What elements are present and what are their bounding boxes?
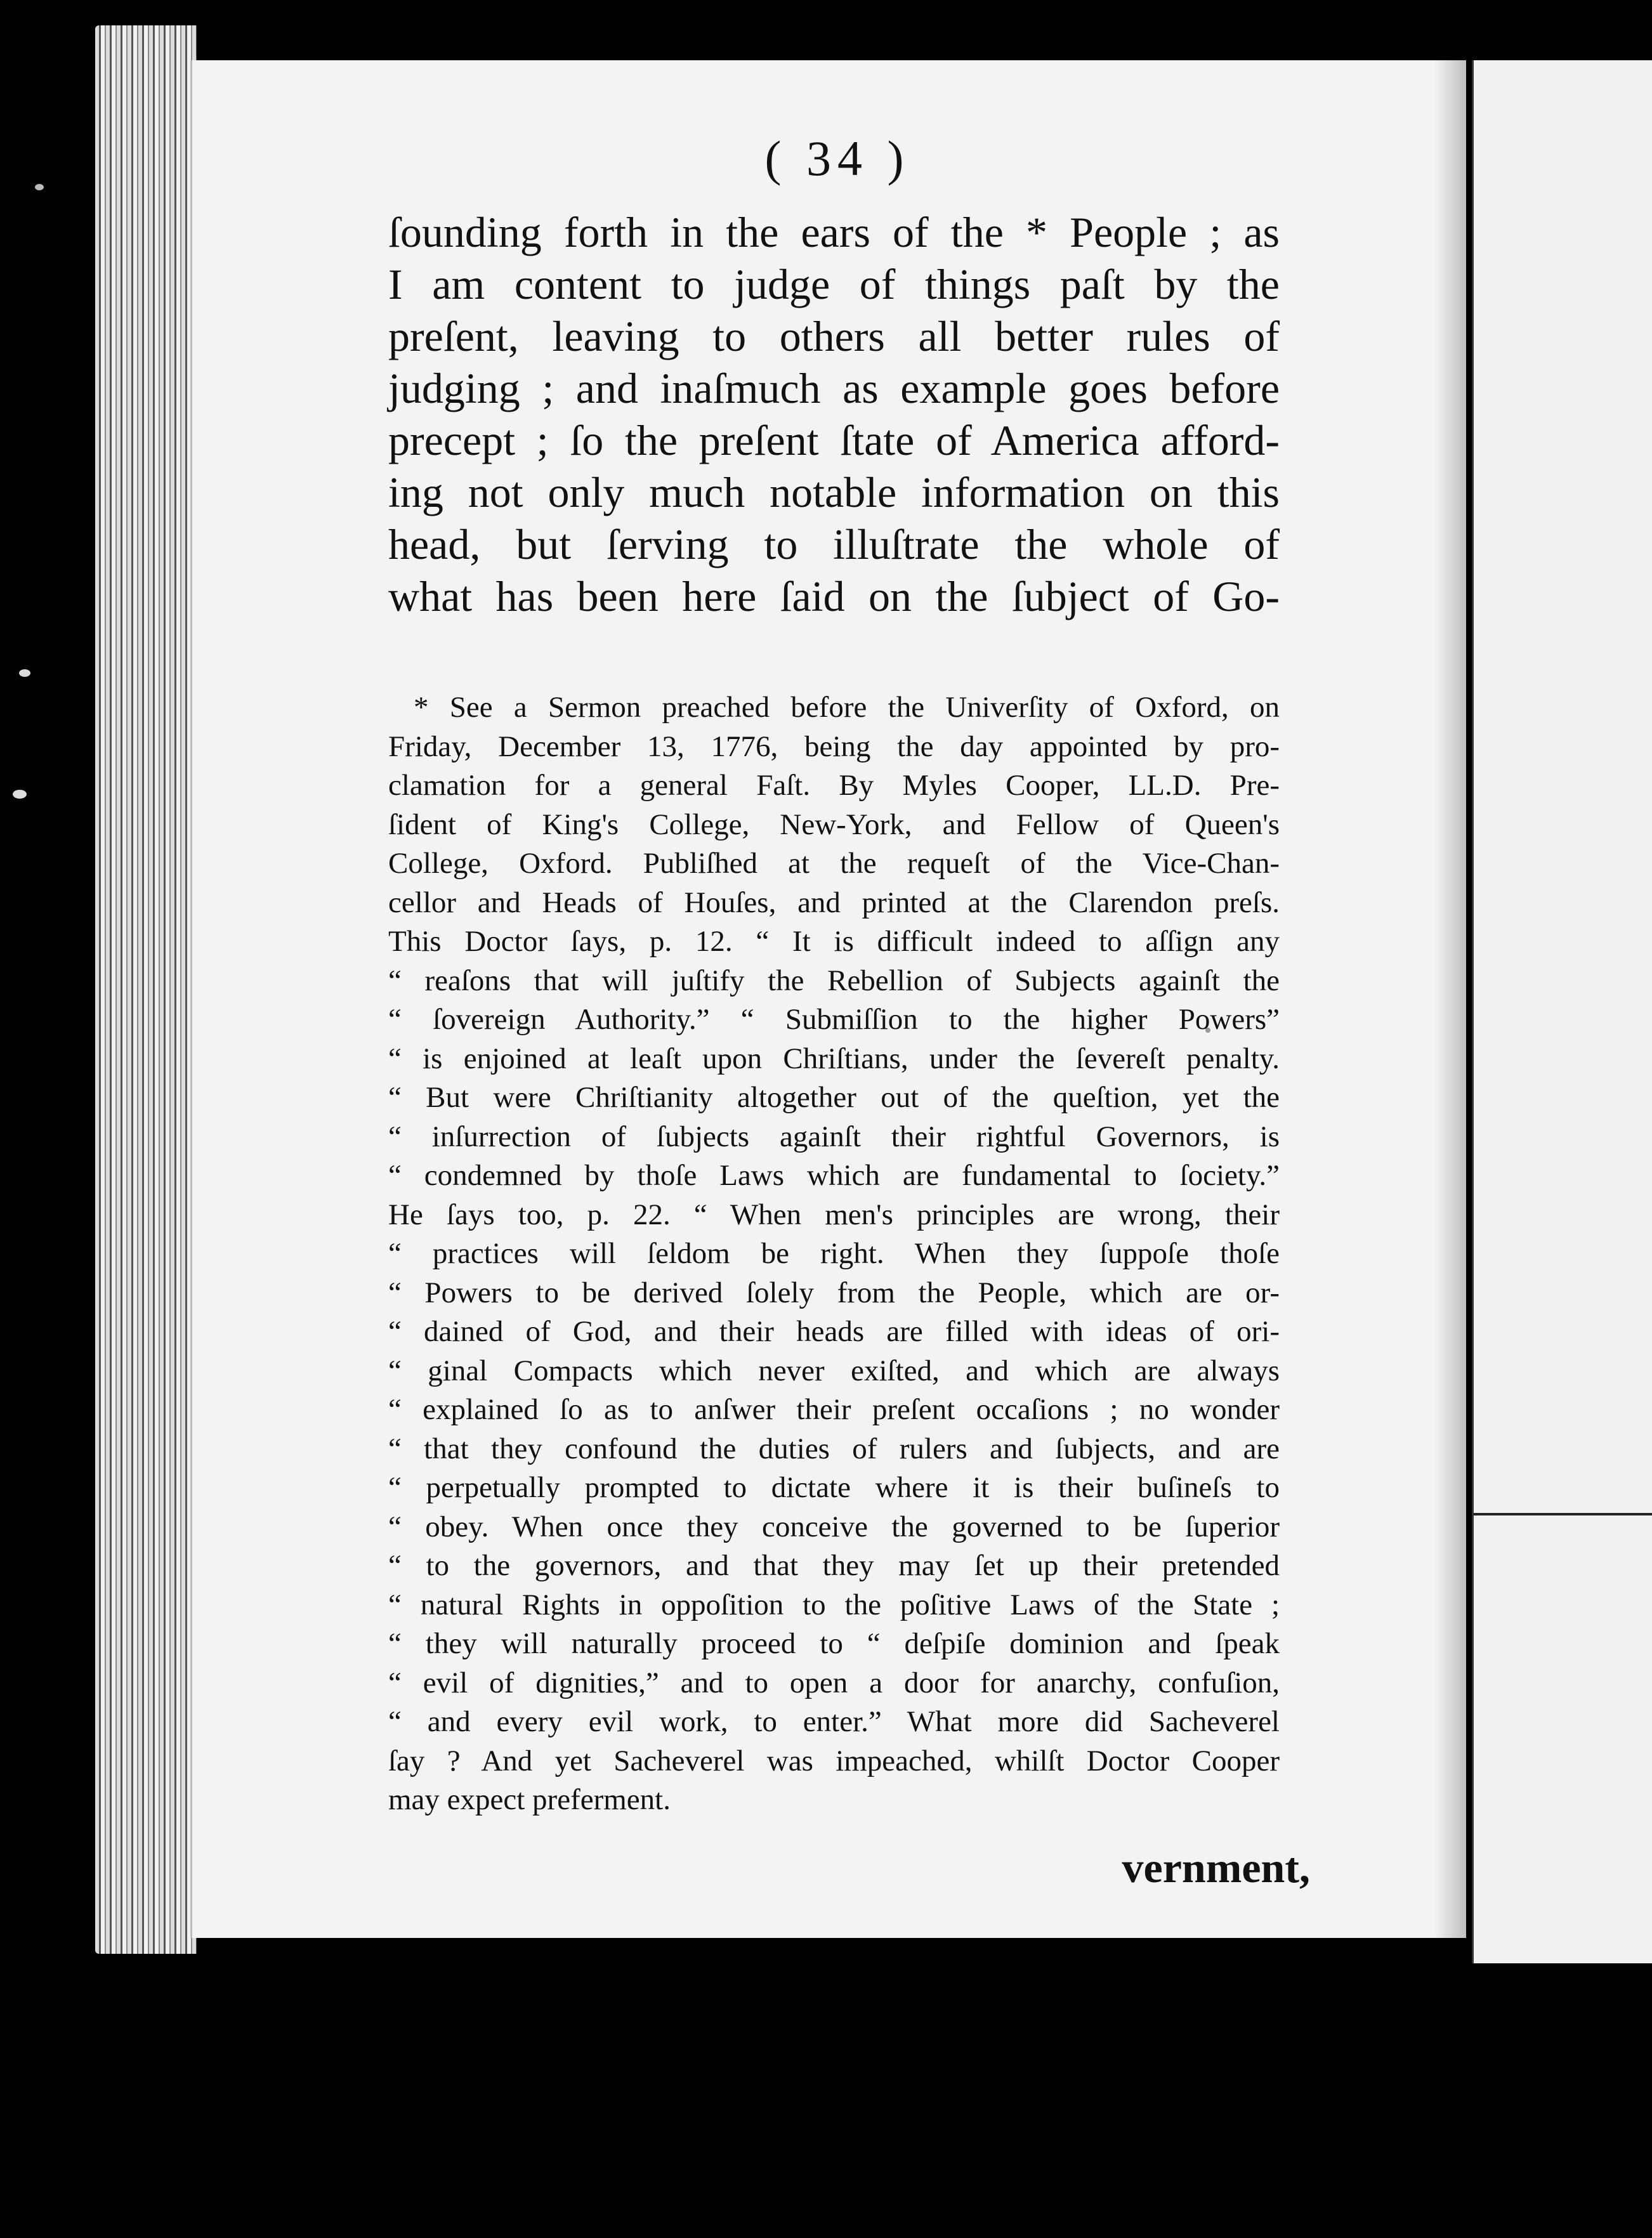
footnote-line: “ ſovereign Authority.” “ Submiſſion to the higher Powers” [388, 1003, 1280, 1036]
footnote-line: “ they will naturally proceed to “ deſpiſe dominion and ſpeak [388, 1627, 1280, 1660]
book-page-edges [95, 25, 197, 1954]
footnote-line: “ ginal Compacts which never exiſted, and which are always [388, 1354, 1280, 1387]
footnote-line: “ practices will ſeldom be right. When they ſuppoſe thoſe [388, 1237, 1280, 1270]
page-fold-shadow [1434, 60, 1472, 1938]
scan-speck [13, 790, 27, 799]
footnote-line: ſident of King's College, New-York, and Fellow of Queen's [388, 808, 1280, 841]
footnote-line: He ſays too, p. 22. “ When men's principles are wrong, their [388, 1198, 1280, 1231]
body-line: judging ; and inaſmuch as example goes before [388, 364, 1280, 412]
footnote-line: “ obey. When once they conceive the governed to be ſuperior [388, 1510, 1280, 1543]
body-text [388, 206, 1280, 622]
footnote-line: “ reaſons that will juſtify the Rebellion of Subjects againſt the [388, 964, 1280, 997]
footnote-line: “ explained ſo as to anſwer their preſent occaſions ; no wonder [388, 1393, 1280, 1426]
footnote-line: “ perpetually prompted to dictate where it is their buſineſs to [388, 1471, 1280, 1504]
scan-speck [19, 669, 30, 677]
body-line: ing not only much notable information on this [388, 468, 1280, 516]
footnote-line: “ natural Rights in oppoſition to the poſitive Laws of the State ; [388, 1588, 1280, 1621]
scan-speck [35, 184, 44, 190]
footnote-line: ſay ? And yet Sacheverel was impeached, whilſt Doctor Cooper [388, 1744, 1280, 1777]
footnote-line: * See a Sermon preached before the Univerſity of Oxford, on [414, 691, 1280, 724]
body-line: ſounding forth in the ears of the * People ; as [388, 208, 1280, 256]
footnote-line: clamation for a general Faſt. By Myles Cooper, LL.D. Pre- [388, 769, 1280, 802]
footnote-line: “ is enjoined at leaſt upon Chriſtians, under the ſevereſt penalty. [388, 1042, 1280, 1075]
facing-page-edge [1472, 60, 1652, 1963]
footnote-line: This Doctor ſays, p. 12. “ It is difficult indeed to aſſign any [388, 925, 1280, 958]
footnote-line: “ condemned by thoſe Laws which are fundamental to ſociety.” [388, 1159, 1280, 1192]
body-line: I am content to judge of things paſt by the [388, 260, 1280, 308]
footnote-line: College, Oxford. Publiſhed at the requeſt of the Vice-Chan- [388, 847, 1280, 880]
footnote-line: “ and every evil work, to enter.” What more did Sacheverel [388, 1705, 1280, 1738]
body-line: precept ; ſo the preſent ſtate of America afford- [388, 416, 1280, 464]
body-line: head, but ſerving to illuſtrate the whole of [388, 520, 1280, 568]
footnote-line: “ But were Chriſtianity altogether out of the queſtion, yet the [388, 1081, 1280, 1114]
footnote [388, 688, 1280, 1820]
footnote-line: “ to the governors, and that they may ſet up their pretended [388, 1549, 1280, 1582]
page-number: ( 34 ) [764, 131, 910, 186]
footnote-line: “ inſurrection of ſubjects againſt their rightful Governors, is [388, 1120, 1280, 1153]
footnote-line: “ evil of dignities,” and to open a door for anarchy, confuſion, [388, 1666, 1280, 1699]
body-line: what has been here ſaid on the ſubject of Go- [388, 572, 1280, 620]
footnote-line: may expect preferment. [388, 1783, 671, 1816]
footnote-line: Friday, December 13, 1776, being the day appointed by pro- [388, 730, 1280, 763]
footnote-line: “ dained of God, and their heads are filled with ideas of ori- [388, 1315, 1280, 1348]
catchword: vernment, [1122, 1843, 1310, 1892]
footnote-line: “ that they confound the duties of rulers and ſubjects, and are [388, 1432, 1280, 1465]
facing-page-rule [1474, 1513, 1652, 1515]
footnote-line: “ Powers to be derived ſolely from the People, which are or- [388, 1276, 1280, 1309]
footnote-line: cellor and Heads of Houſes, and printed at the Clarendon preſs. [388, 886, 1280, 919]
body-line: preſent, leaving to others all better rules of [388, 312, 1280, 360]
